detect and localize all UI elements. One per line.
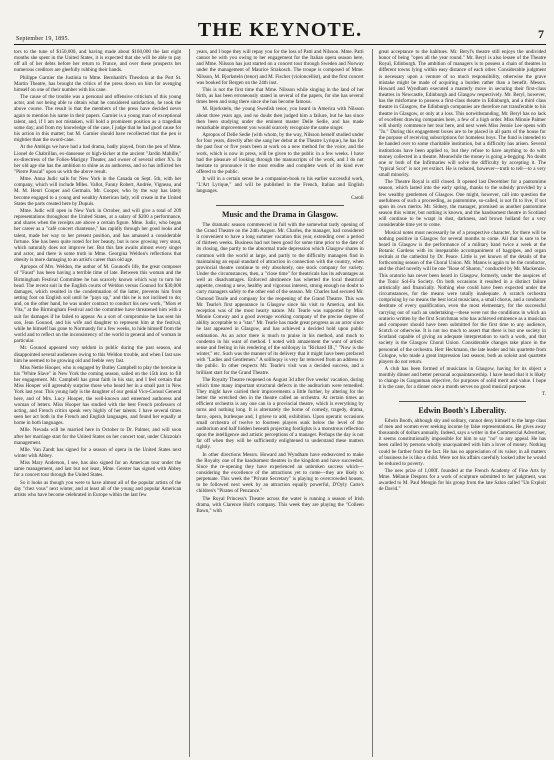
paragraph: A club has been formed of musicians in Glasgow, having for its object a monthly dinner and better personal acquaintanceship. I have heard that it is likely to change its Gargantuan objective, for purposes of solid merit and value. I hope it is the case, for a dinner once a month serves no good musical purpose.: [378, 365, 546, 391]
column-1: [14, 49, 181, 757]
paragraph: tors to the tune of $150,000, and having made about $160,000 the last eight months she spent in the United States, it is expected that she will be able to pay off all of her debts before her return to France, and over these prospects her numerous creditors are gleefully rubbing their hands.: [14, 49, 182, 74]
paragraph: Edwin Booth, although shy and solitary, cannot deny himself to the large class of men and women ever seeking income by false representations. He gives away thousands of dollars annually. Indeed, says a writer in the Commercial Advertiser, it seems constitutionally impossible for him to say "no" to any appeal. He has been called by persons wholly unacquainted with him a lover of money. Nothing could be farther from the fact. He has no appreciation of its value; in all matters of business he is like a child. Were not his affairs carefully looked after he would be reduced to poverty.: [378, 417, 546, 467]
paragraph: Musical notes must necessarily be of a prospective character, for there will be nothing positive in Glasgow for several months to come. All that is sure to be heard in Glasgow is the performance of a military band twice a week at the Botanic Gardens with its inseparable accompaniment of bagpipes, and organ recitals at the cathedral by Dr. Peace. Little is yet known of the details of the forthcoming season of the Choral Union. Mr. Manns is again to be the conductor, and the chief novelty will be one "Rose of Sharon," conducted by Mr. Mackenzie. This oratorio has never been heard in Glasgow, formerly, under the auspices of the Tonic Sol-Fa Society. On both occasions it resulted in a distinct failure artistically and financially. Nothing else could have been expected under the circumstances, for the means were totally inadequate. A scratch orchestra comprising by no means the best local musicians, a small chorus, and a conductor destitute of every qualification, even the most elementary, for the successful carrying out of such an undertaking—these were not the conditions in which an oratorio written by the first Scotchman who has achieved eminence as a musician and composer should have been submitted for the first time to any audience, Scotch or otherwise. It is not too much to assert that there is but one society in Scotland capable of giving an adequate interpretation to such a work, and that society is the Glasgow Choral Union. Considerable changes take place in the personnel of the orchestra. Herr Heckmann, the late leader and his quartette from Cologne, who made a great impression last season, both as soloist and quartette players do not return.: [378, 229, 546, 365]
issue-date: September 19, 1895.: [16, 36, 70, 42]
paragraph: This is not the first time that Mme. Nilsson while singing in the land of her birth, as has been erroneously stated in several of the papers, for she has several times been and sung there since she has become famous.: [196, 86, 364, 106]
paragraph: In other directions Messrs. Howard and Wyndham have endeavored to make the Royalty one of the handsomest theatres in the kingdom and have succeeded. Since the re-opening they have experienced an unbroken success which—considering the excellence of the attractions yet to come—they are likely to perpetuate. This week the "Private Secretary" is playing to overcrowded houses, to be followed next week by an attraction equally powerful, D'Oyly Carte's children's "Pirates of Penzance.": [196, 451, 364, 495]
paragraph: At the Ambigu we have had a bad drama, badly played, from the pen of Mme. Lionel de Chabrillan, ex-danseuse or high-kicker at the ancient "Jardin Mabille," ex-directress of the Folies-Marigny Theater, and owner of several other X's. In her old age she has the ambition to shine as an authoress, and so has inflicted her "Pierre Pascal" upon us with the above result.: [14, 144, 182, 175]
paragraph: Apropos of Mrs. Weldon, the author of M. Gounod's life, the great composer of "Faust" has been having a terrible time of late. Between this woman and the Birmingham Festival Committee he has scarcely known which way to turn his head. The recent suit in the English courts of Weldon versus Gounod for $30,000 damages, which resulted in the condemnation of the latter, prevents him from setting foot on English soil until he "pays up," and this he is not inclined to do; and, on the other hand, he was under contract to conduct his new work, "Mors et Vita," at the Birmingham Festival and the committee have threatened him with a suit for damages if he failed to appear. As a sort of compromise he has sent his son, Jean Gounod, and his wife and daughter to represent him at the festival, while he himself has gone to Normandy for a few weeks, to hide himself from the world and to reflect on the inconsistency of the world in general and of woman in particular.: [14, 264, 182, 345]
paragraph: years, and I hope they will repay you for the loss of Patti and Nilsson. Mme. Patti cannot be with you owing to her engagement for the Italian opera season here, and Mme. Nilsson has just started on a concert tour through Sweden and Norway under the management of Maurice Strakosch. The troupe is composed of Mme. Nilsson, M. Bjorksteln (tenor) and M. Fischer (violoncellist), and the first concert was booked for Bergen on the 24th inst.: [196, 49, 364, 86]
paragraph: Miss Nettie Hooper, who is engaged by Butley Campbell to play the heroine in his "White Slave" in New York the coming season, sailed on the 15th inst. to fill her engagement. Mr. Campbell has great faith in his star, and I feel certain that Miss Hooper will agreeably surprise those who heard her in a small part in New York last year. This young lady is the daughter of our genial Vice-Consul General here, and of Mrs. Lucy Hooper, the well-known and esteemed authoress and woman of letters. Miss Hooper has studied with the best French professors of acting, and French critics speak very highly of her talents. I have several times seen her act both in the French and English languages, and found her equally at home in both languages.: [14, 364, 182, 427]
section-divider: [216, 205, 343, 206]
paragraph: Apropos of Delle Sedie (with whom, by the way, Nilsson herself studied under for four years, directly after she sang her debut at the Theatre Lyrique), he has for the past four or five years been at work on a new method for the voice, and the work, which is now in press, will be given to the public in a few weeks. I have had the pleasure of looking through the manuscripts of the work, and I do not hesitate to pronounce it the most erudite and complete work of its kind ever offered to the public.: [196, 132, 364, 175]
paragraph: Miss Mary Anderson, I see, has also signed for an American tour under the same management, and last but not least, Mme. Gerster has signed with Abbey for a concert tour through the United States.: [14, 460, 182, 479]
signoff-caroll: Caroll: [351, 195, 364, 201]
publication-title: THE KEYNOTE.: [197, 19, 363, 41]
paragraph: It will in a certain sense be a companion-book to his earlier successful work, "L'Art Lyrique," and will be published in the French, Italian and English languages.: [196, 176, 364, 195]
paragraph: The cause of the trouble was a personal and offensive criticism of this young actor, and not being able to obtain what he considered satisfaction, he took the above course. The result is that the members of the press have decided never again to mention his name in their papers. Garnier is a young man of exceptional talent, and, if I am not mistaken, will hold a prominent position as a tragedian some day; and from my knowledge of the case, I judge that he had good cause for his action in this matter; but M. Garnier should have recollected that the pen is mightier than the sword-cane.: [14, 94, 182, 144]
paragraph: Mme. Anna Judic sails for New York in the Canada on Sept. 5th, with her company, which will include Mlles. Vallot, Fanny Robert, Andrée, Vigneau, and M. M. Henri Cooper and Germain. Mr. Cooper, who by the way has lately become engaged to a young and wealthy American lady, will create in the United States the parts created here by Dupuis.: [14, 176, 182, 207]
heading-glasgow: Music and the Drama in Glasgow.: [221, 209, 338, 219]
heading-edwin-booth: Edwin Booth's Liberality.: [418, 405, 507, 415]
paragraph: Mme. Judic will open in New York in October, and will give a total of 209 representations throughout the United States, at a salary of $200 a performance, and shares when the receipts are above a certain figure. Mme. Judic, who began her career as a "café concert chanteuse," has rapidly through her good looks and talent, made her way to her present position, and has amassed a considerable fortune. She has been quite noted for her beauty, but is now growing very stout, which naturally does not improve her. But this fate awaits almost every singer and actor, and there is some truth in Mme. Georgina Weldon's reflections that obesity is more damaging to an artist's career than old age.: [14, 207, 182, 264]
column-2: [189, 49, 363, 757]
paragraph: Philippe Garnier the Justinia to Mme. Bernhardt's Theodora at the Port St. Martin Theatre, has brought the critics of the press down on him for avenging himself on one of their number with his cane.: [14, 74, 182, 93]
paragraph: The Royal Princess's Theatre across the water is running a season of Irish drama, with Clarence Holt's company. This week they are playing the "Colleen Bawn," with: [196, 495, 364, 514]
column-3-booth-article: [379, 418, 546, 493]
paragraph: Mr. Gounod appeared very seldom in public during the past season, and disappointed several audiences owing to this Weldon trouble, and when I last saw him he seemed to be growing old and feeble very fast.: [14, 345, 182, 364]
masthead: [14, 4, 546, 45]
paragraph: Mlle. Van Zandt has signed for a season of opera in the United States next winter with Abbey.: [14, 446, 182, 459]
column-3: [372, 49, 546, 757]
paragraph: The Royalty Theatre reopened on August 3d after five weeks' vacation, during which time many important structural defects in the auditorium were remedied. They might have carried their improvements a little further, by altering for the better the wretched den in the theatre called an orchestra. At certain times an efficient orchestra is any one can in a provincial theatre, which is everything by turns and nothing long. It is alternately the home of comedy, tragedy, drama, farce, opera, burlesque and, I grieve to add, exhibition. Upon operatic occasions small orchestra of twelve to fourteen players sunk below the level of the auditorium and half hidden beneath projecting footlights is a monstrous reflection upon the intelligence and artistic perceptions of a manager. Perhaps the day is not far off when they will be sufficiently enlightened to understand these matters rightly.: [196, 376, 364, 451]
paragraph: The dramatic season commenced in full with the somewhat tardy opening of the Grand Theatre on the 24th August. Mr. Charles, the manager, had considered it convenient to have a long summer vacation this year, extending over a period of thirteen weeks. Business had not been good for some time prior to the date of its closing, due partly to the abnormal trade depression which Glasgow shares in common with the world at large, and partly to the difficulty managers find in maintaining an equal standard of attraction in connection with the country, when provincial theatre continue to rely absolutely, one stock company for variety. Under the circumstances, then, a "close time" for theatricals has its advantages as well as disadvantages. Enforced abstinence has whetted the local theatrical appetite, creating a new, healthy and vigorous interest, strong enough no doubt to carry managers safely to the other end of the season. Mr. Charles had secured Mr. Osmond Tearle and company for the reopening of the Grand Theatre. This was Mr. Tearle's first appearance in Glasgow since his visit to America, and his reception was of the most hearty nature. Mr. Tearle was supported by Miss Minnie Conway and a good average working company of the precise degree of ability acceptable to a "star." Mr. Tearle has made great progress as an actor since he last appeared in Glasgow, and has achieved a decided hold upon public estimation. As an actor there is much to praise in his method, and much to condemn in his want of method. I noted with amazement the want of artistic sense and feeling in his rendering of the soliloquy in "Richard III.," "Now is the winter," etc. Such was the manner of its delivery that it might have been prefaced with "Ladies and Gentlemen." A soliloquy is very far removed from an address to the public. In other respects Mr. Tearle's visit was a decided success, and a brilliant start for the Grand Theatre.: [196, 221, 364, 376]
paragraph: Mlle. Nevada will be married here in October to Dr. Palmer, and will soon after her marriage start for the United States on her concert tour, under Chizzola's management.: [14, 427, 182, 446]
paragraph: M. Bjorksteln, the young Swedish tenor, you heard in America with Nilsson about three years ago, and no doubt then judged him a failure, but he has since then been studying under the eminent master Delle Sedie, and has made remarkable improvement you would scarcely recognize the same singer.: [196, 106, 364, 131]
article-columns: [14, 49, 546, 757]
paragraph: The Theatre Royal is still closed. It opened last December for a pantomime season, which lasted into the early spring, thanks to the subsidy provided by a few wealthy gentlemen of Glasgow. One might, however, call into question the usefulness of such a proceeding, as pantomime, so-called, is not fit to live, if not upon its own merits. Mr. Sidney, the manager, promised us another pantomime season this winter, but nothing is known, and the handsomest theatre in Scotland will continue to be wrapt in dust, darkness, and brown holland for a very considerable time yet to come.: [378, 179, 546, 229]
paragraph: great acceptance to the habitues. Mr. Beryl's theatre still enjoys the undivided honor of being "open all the year round." Mr. Beryl is also lessee of the Theatre Royal, Edinburgh. The ambition of managers is to possess a chain of theatres in different towns lying within easy distance of each other. Considerable judgment is necessary upon a venture of so much responsibility, otherwise the grave mistake might be made of acquiring a burden rather than a benefit. Messrs. Howard and Wyndham executed a masterly move in securing their first-class theatres in Newcastle, Edinburgh and Glasgow respectively. Mr. Beryl, however, has the misfortune to possess a first-class theatre in Edinburgh, and a third class theatre in Glasgow, the Edinburgh companies are therefore not transferable to his theatre in Glasgow, or only at a loss. This notwithstanding, Mr. Beryl has no lack of excellent drawing companies here, a few of a high order. Miss Minnie Palmer will shortly commence her tour here, and next week Miss Jennie Lee opens with "Jo." During this engagement boxes are to be placed in all parts of the house for the purpose of receiving subscriptions for homeless boys. The fund is intended to be handed over to some charitable institution, but a difficulty has arisen. Several institutions have been applied to, but they refuse to have anything to do with money collected in a theatre. Meanwhile the money is going a-begging. No doubt one or both of the Infirmaries will solve the difficulty by accepting it. The "typical Scot" is not yet extinct. He is reduced, however—truth to tell—to a very small minority.: [378, 49, 546, 179]
page-number: 7: [538, 27, 544, 41]
column-2-article: [196, 49, 363, 195]
paragraph: So it looks as though you were to have almost all of the popular artists of the day "chez vous" next winter, and at least all of the young and popular American artists who have become celebrated in Europe within the last few: [14, 479, 182, 498]
column-2-glasgow-article: [196, 222, 363, 514]
paragraph: The new prize of 1,000f. founded at the French Academy of Fine Arts by Mme. Mélanie Desprez for a work of sculpture submitted to her judgment, was awarded to M. Paul Mengin for his group from the late Salon called "Un Exploit de David.": [378, 468, 546, 493]
section-divider: [399, 401, 526, 402]
column-3-article: [379, 49, 546, 391]
signoff-t: T.: [542, 391, 546, 397]
